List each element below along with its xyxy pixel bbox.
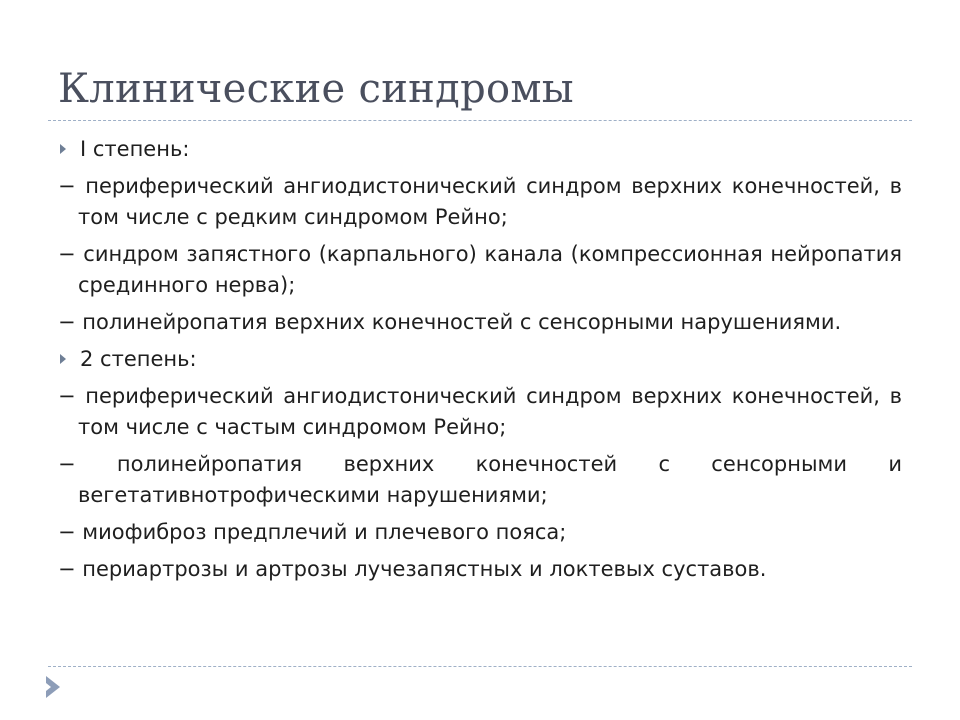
title-divider	[48, 120, 912, 121]
triangle-bullet-icon	[60, 144, 66, 154]
triangle-bullet-icon	[60, 354, 66, 364]
list-item: − периартрозы и артрозы лучезапястных и локтевых суставов.	[58, 557, 767, 581]
list-item: − полинейропатия верхних конечностей с сенсорными нарушениями.	[58, 310, 842, 334]
list-item: − полинейропатия верхних конечностей с сенсорными и вегетативнотрофическими нарушениями;	[58, 452, 902, 507]
degree-heading-1	[58, 134, 902, 165]
footer-divider	[48, 666, 912, 667]
degree-heading-2	[58, 344, 902, 375]
list-item: − периферический ангиодистонический синдром верхних конечностей, в том числе с частым синдромом Рейно;	[58, 384, 902, 439]
next-slide-arrow-icon-cutout	[46, 683, 51, 691]
list-item: − миофиброз предплечий и плечевого пояса;	[58, 520, 567, 544]
list-item: − синдром запястного (карпального) канала (компрессионная нейропатия срединного нерва);	[58, 242, 902, 297]
list-item: − периферический ангиодистонический синдром верхних конечностей, в том числе с редким синдромом Рейно;	[58, 174, 902, 229]
slide-content	[58, 134, 902, 591]
heading-text: 2 степень:	[80, 347, 197, 371]
heading-text: I степень:	[80, 137, 190, 161]
slide-title: Клинические синдромы	[58, 66, 574, 112]
